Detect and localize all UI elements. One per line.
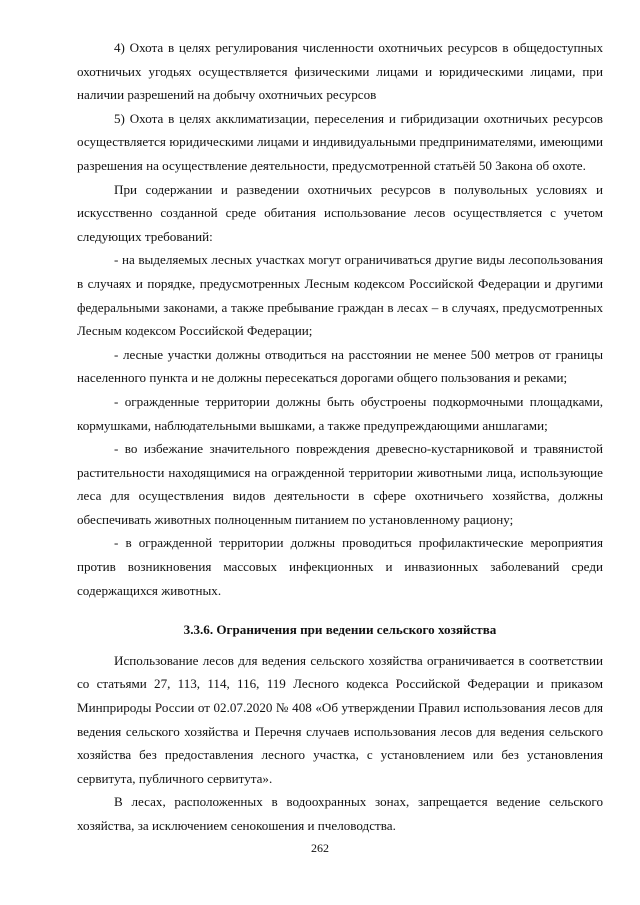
list-item-distance: - лесные участки должны отводиться на расстоянии не менее 500 метров от границы населенного пункта и не должны пересекаться дорогами общего пользования и реками;: [77, 346, 603, 386]
page-number: 262: [311, 841, 329, 855]
list-item-feeding: - во избежание значительного повреждения древесно-кустарниковой и травянистой растительности находящимися на огражденной территории животными лица, использующие леса для осуществления видов деятельности в сфере охотничьего хозяйства, должны обеспечивать животных полноценным питанием по установленному рациону;: [77, 441, 603, 527]
section-heading: 3.3.6. Ограничения при ведении сельского хозяйства: [183, 622, 497, 638]
list-item-restrictions: - на выделяемых лесных участках могут ограничиваться другие виды лесопользования в случаях и порядке, предусмотренных Лесным кодексом Российской Федерации и другими федеральными законами, а также пребывание граждан в лесах – в случаях, предусмотренных Лесным кодексом Российской Федерации;: [77, 252, 603, 339]
paragraph-hunting-regulation: 4) Охота в целях регулирования численности охотничьих ресурсов в общедоступных охотничьих угодьях осуществляется физическими лицами и юридическими лицами, при наличии разрешений на добычу охотничьих ресурсов: [77, 40, 603, 103]
paragraph-hunting-acclimatization: 5) Охота в целях акклиматизации, переселения и гибридизации охотничьих ресурсов осуществляется юридическими лицами и индивидуальными предпринимателями, имеющими разрешения на осуществление деятельности, предусмотренной статьёй 50 Закона об охоте.: [77, 110, 603, 173]
list-item-fenced-territories: - огражденные территории должны быть обустроены подкормочными площадками, кормушками, наблюдательными вышками, а также предупреждающими аншлагами;: [77, 393, 603, 433]
page-body: [77, 36, 603, 838]
paragraph-semi-free-keeping: При содержании и разведении охотничьих ресурсов в полувольных условиях и искусственно созданной среде обитания использование лесов осуществляется с учетом следующих требований:: [77, 181, 603, 244]
paragraph-water-protection-zones: В лесах, расположенных в водоохранных зонах, запрещается ведение сельского хозяйства, за исключением сенокошения и пчеловодства.: [77, 794, 603, 833]
list-item-prevention: - в огражденной территории должны проводиться профилактические мероприятия против возникновения массовых инфекционных и инвазионных заболеваний среди содержащихся животных.: [77, 535, 603, 598]
paragraph-agriculture-use: Использование лесов для ведения сельского хозяйства ограничивается в соответствии со статьями 27, 113, 114, 116, 119 Лесного кодекса Российской Федерации и приказом Минприроды России от 02.07.2020 № 408 «Об утверждении Правил использования лесов для ведения сельского хозяйства и Перечня случаев использования лесов для ведения сельского хозяйства без предоставления лесного участка, с установлением или без установления сервитута, публичного сервитута».: [77, 652, 603, 786]
